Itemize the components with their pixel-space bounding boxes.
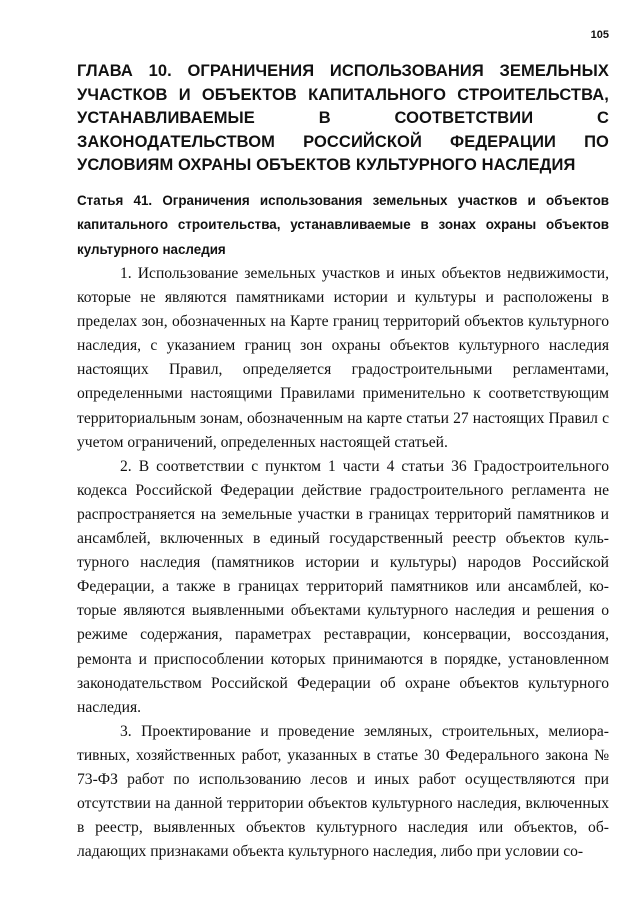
page-content xyxy=(77,60,609,864)
paragraph-3: 3. Проектирование и проведение земляных, строительных, мелиоративных, хозяйственных работ, указанных в статье 30 Федерального закона № 73-ФЗ работ по использованию лесов и иных работ осуществляются при отсутствии на данной территории объектов культурного наследия, включенных в реестр, выявленных объектов культурного наследия или объектов, обладающих признаками объекта культурного наследия, либо при условии со- xyxy=(77,722,609,861)
paragraph-1: 1. Использование земельных участков и иных объектов недвижимости, которые не являются памятниками истории и культуры и расположены в пределах зон, обозначенных на Карте границ территорий объектов культурного наследия, с указанием границ зон охраны объектов культурного наследия настоящих Правил, определяется градостроительными регламентами, определенными настоящими Правилами применительно к соответствующим территориальным зонам, обозначенным на карте статьи 27 настоящих Правил с учетом ограничений, определенных настоящей статьей. xyxy=(77,265,609,451)
chapter-title: ГЛАВА 10. ОГРАНИЧЕНИЯ ИСПОЛЬЗОВАНИЯ ЗЕМЕЛЬНЫХ УЧАСТКОВ И ОБЪЕКТОВ КАПИТАЛЬНОГО СТРОИТЕЛЬСТВА, УСТАНАВЛИВАЕМЫЕ В СООТВЕТСТВИИ С ЗАКОНОДАТЕЛЬСТВОМ РОССИЙСКОЙ ФЕДЕРАЦИИ ПО УСЛОВИЯМ ОХРАНЫ ОБЪЕКТОВ КУЛЬТУРНОГО НАСЛЕДИЯ xyxy=(77,62,609,174)
article-title: Статья 41. Ограничения использования земельных участков и объектов капитального строительства, устанавливаемые в зонах охраны объектов культурного наследия xyxy=(77,192,609,257)
paragraph-2: 2. В соответствии с пунктом 1 части 4 статьи 36 Градостроительного кодекса Российской Федерации действие градостроительного регламента не распространяется на земельные участки в границах территорий памятников и ансамблей, включенных в единый государственный реестр объектов культурного наследия (памятников истории и культуры) народов Российской Федерации, а также в границах территорий памятников или ансамблей, которые являются выявленными объектами культурного наследия и решения о режиме содержания, параметрах реставрации, консервации, воссоздания, ремонта и приспособлении которых принимаются в порядке, установленном законодательством Российской Федерации об охране объектов культурного наследия. xyxy=(77,457,609,716)
page-number: 105 xyxy=(590,29,609,41)
